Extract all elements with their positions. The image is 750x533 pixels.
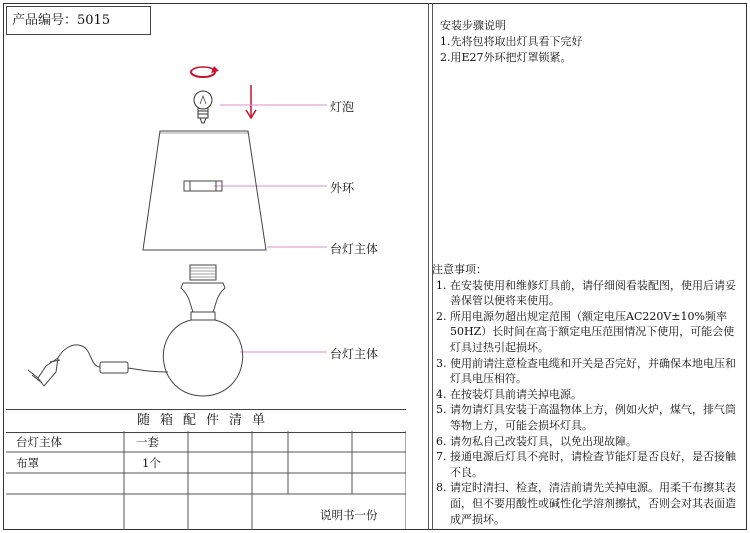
step-2: 2.用E27外环把灯罩锁紧。: [440, 51, 572, 64]
steps-title: 安装步骤说明: [440, 19, 506, 32]
packing-item-qty: 一套: [136, 435, 159, 449]
label-base-body: 台灯主体: [330, 347, 379, 361]
product-code: 产品编号：5015: [6, 6, 151, 35]
socket: [190, 265, 216, 280]
step-1: 1.先将包将取出灯具看下完好: [440, 35, 583, 48]
packing-item-qty: 1个: [142, 456, 161, 470]
label-ring: 外环: [330, 181, 355, 195]
note-item: 1. 在安装使用和维修灯具前，请仔细阅看装配图，使用后请妥善保管以便将来使用。: [436, 278, 736, 308]
note-item: 7. 接通电源后灯具不亮时，请检查节能灯是否良好，是否接触不良。: [436, 450, 736, 479]
notes-section: [432, 262, 742, 527]
packing-item-name: 布罩: [16, 456, 39, 470]
note-item: 2. 所用电源勿超出规定范围（额定电压AC220V±10%频率50HZ）长时间在高于额定电压范围情况下使用，可能会使灯具过热引起损坏。: [436, 309, 735, 354]
note-item: 5. 请勿请灯具安装于高温物体上方，例如火炉，煤气，排气筒等物上方，可能会损坏灯具。: [436, 403, 736, 432]
note-item: 8. 请定时清扫、检查，清洁前请先关掉电源。用柔干布擦其表面，但不要用酸性或碱性化学溶剂擦拭，否则会对其表面造成严损坏。: [436, 481, 736, 526]
packing-list-title: 随箱配件清单: [6, 409, 406, 433]
packing-item-name: 台灯主体: [16, 435, 62, 449]
bulb-icon: [194, 91, 212, 123]
notes-title: 注意事项：: [432, 263, 487, 276]
lamp-shade: [143, 131, 266, 250]
packing-list-table: [6, 409, 406, 530]
power-cord: [28, 345, 168, 386]
label-bulb: 灯泡: [330, 100, 355, 114]
label-lamp-body: 台灯主体: [330, 242, 379, 256]
rotate-arrow-icon: [191, 66, 219, 77]
note-item: 6. 请勿私自己改装灯具，以免出现故障。: [436, 434, 637, 448]
lamp-base: [163, 283, 242, 396]
down-arrow-icon: [246, 85, 256, 118]
packing-manual: 说明书一份: [320, 508, 378, 522]
note-item: 4. 在按装灯具前请关掉电源。: [436, 387, 582, 401]
note-item: 3. 使用前请注意检查电缆和开关是否完好，并确保本地电压和灯具电压相符。: [436, 356, 736, 386]
